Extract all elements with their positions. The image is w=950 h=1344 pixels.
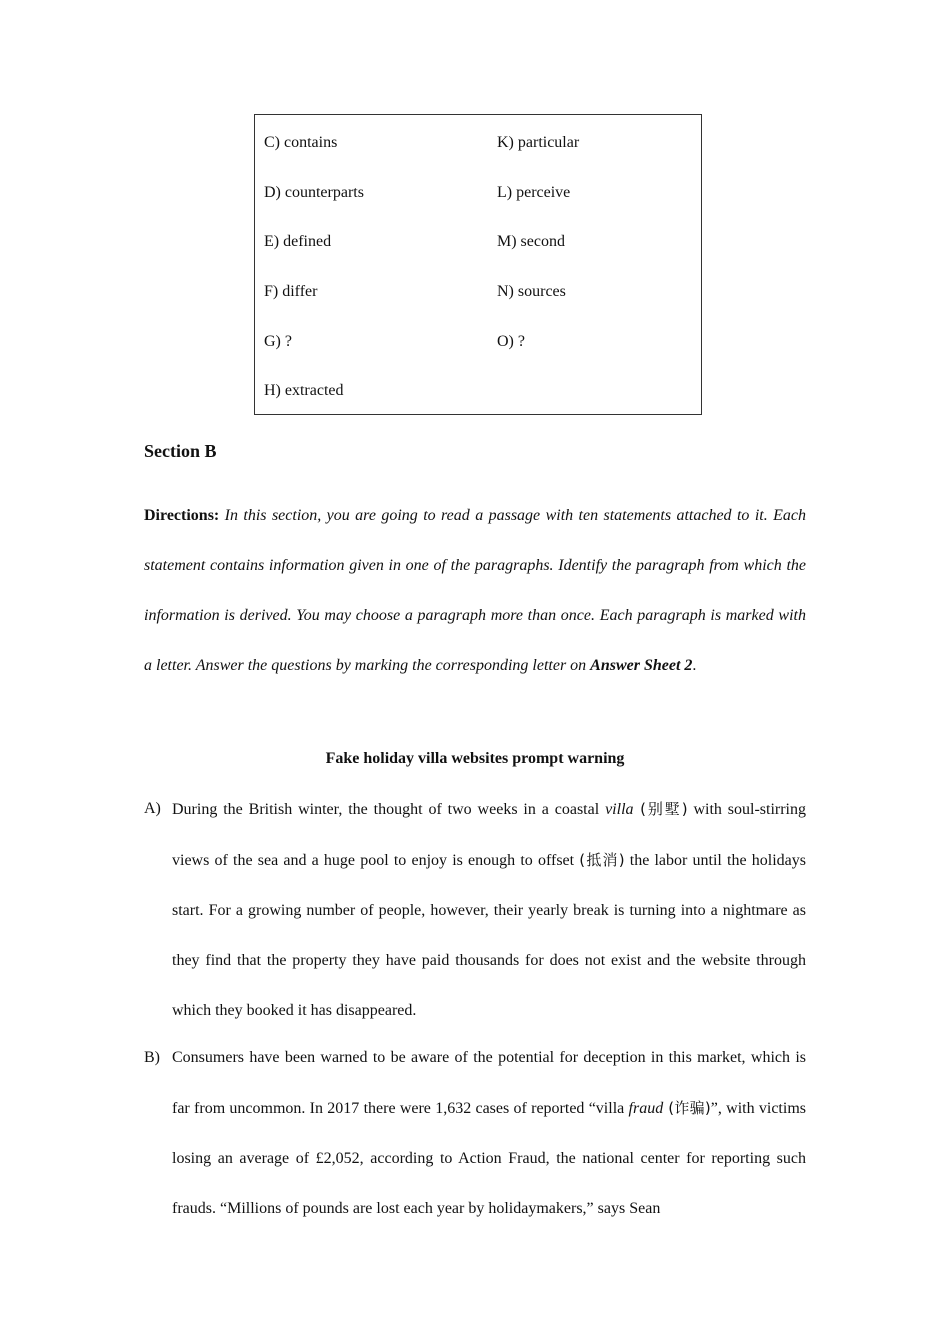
option-g: G) ? (264, 333, 292, 350)
text-run: During the British winter, the thought of two weeks in a coastal (172, 801, 606, 818)
paragraph-label: B) (144, 1049, 160, 1066)
option-o: O) ? (497, 333, 525, 350)
italic-term: villa (605, 801, 634, 818)
directions (144, 491, 806, 691)
option-n: N) sources (497, 283, 566, 300)
section-title: Section B (144, 441, 217, 461)
option-m: M) second (497, 233, 565, 250)
option-f: F) differ (264, 283, 318, 300)
answer-sheet-ref: Answer Sheet 2 (590, 657, 693, 674)
option-l: L) perceive (497, 184, 571, 201)
directions-label: Directions: (144, 507, 220, 524)
paragraph-text (172, 784, 806, 1036)
text-run: ”, with victims losing an average of £2,052, according to Action Fraud, the national center for reporting such frauds. “Millions of pounds are lost each year by holidaymakers,” says Sean (172, 1100, 806, 1217)
text-run: Consumers have been warned to be aware of the potential for deception in this market, which is far from uncommon. In 2017 there were 1,632 cases of reported “villa (172, 1049, 806, 1117)
directions-text: In this section, you are going to read a passage with ten statements attached to it. Each statement contains information given in one of the paragraphs. Identify the paragraph from which the information is derived. You may choose a paragraph more than once. Each paragraph is marked with a letter. Answer the questions by marking the corresponding letter on (144, 507, 807, 674)
passage-title: Fake holiday villa websites prompt warning (325, 750, 625, 767)
option-d: D) counterparts (264, 184, 364, 201)
chinese-gloss: (诈骗) (663, 1099, 711, 1117)
text-run: the labor until the holidays start. For a growing number of people, however, their yearly break is turning into a nightmare as they find that the property they have paid thousands for does not exist and the website through which they booked it has disappeared. (172, 852, 806, 1019)
paragraph-a (144, 784, 806, 1036)
chinese-gloss: (抵消) (579, 851, 625, 869)
option-e: E) defined (264, 233, 332, 250)
italic-term: fraud (628, 1100, 664, 1117)
paragraph-label: A) (144, 800, 161, 817)
text-run: with soul-stirring views of the sea and a huge pool to enjoy is enough to offset (172, 801, 807, 869)
word-bank-box (254, 114, 702, 415)
directions-period: . (692, 657, 697, 674)
option-h: H) extracted (264, 382, 344, 399)
option-c: C) contains (264, 134, 338, 151)
option-k: K) particular (497, 134, 580, 151)
paragraph-text (172, 1033, 806, 1234)
paragraph-b (144, 1033, 806, 1234)
chinese-gloss: (别墅) (633, 800, 688, 818)
